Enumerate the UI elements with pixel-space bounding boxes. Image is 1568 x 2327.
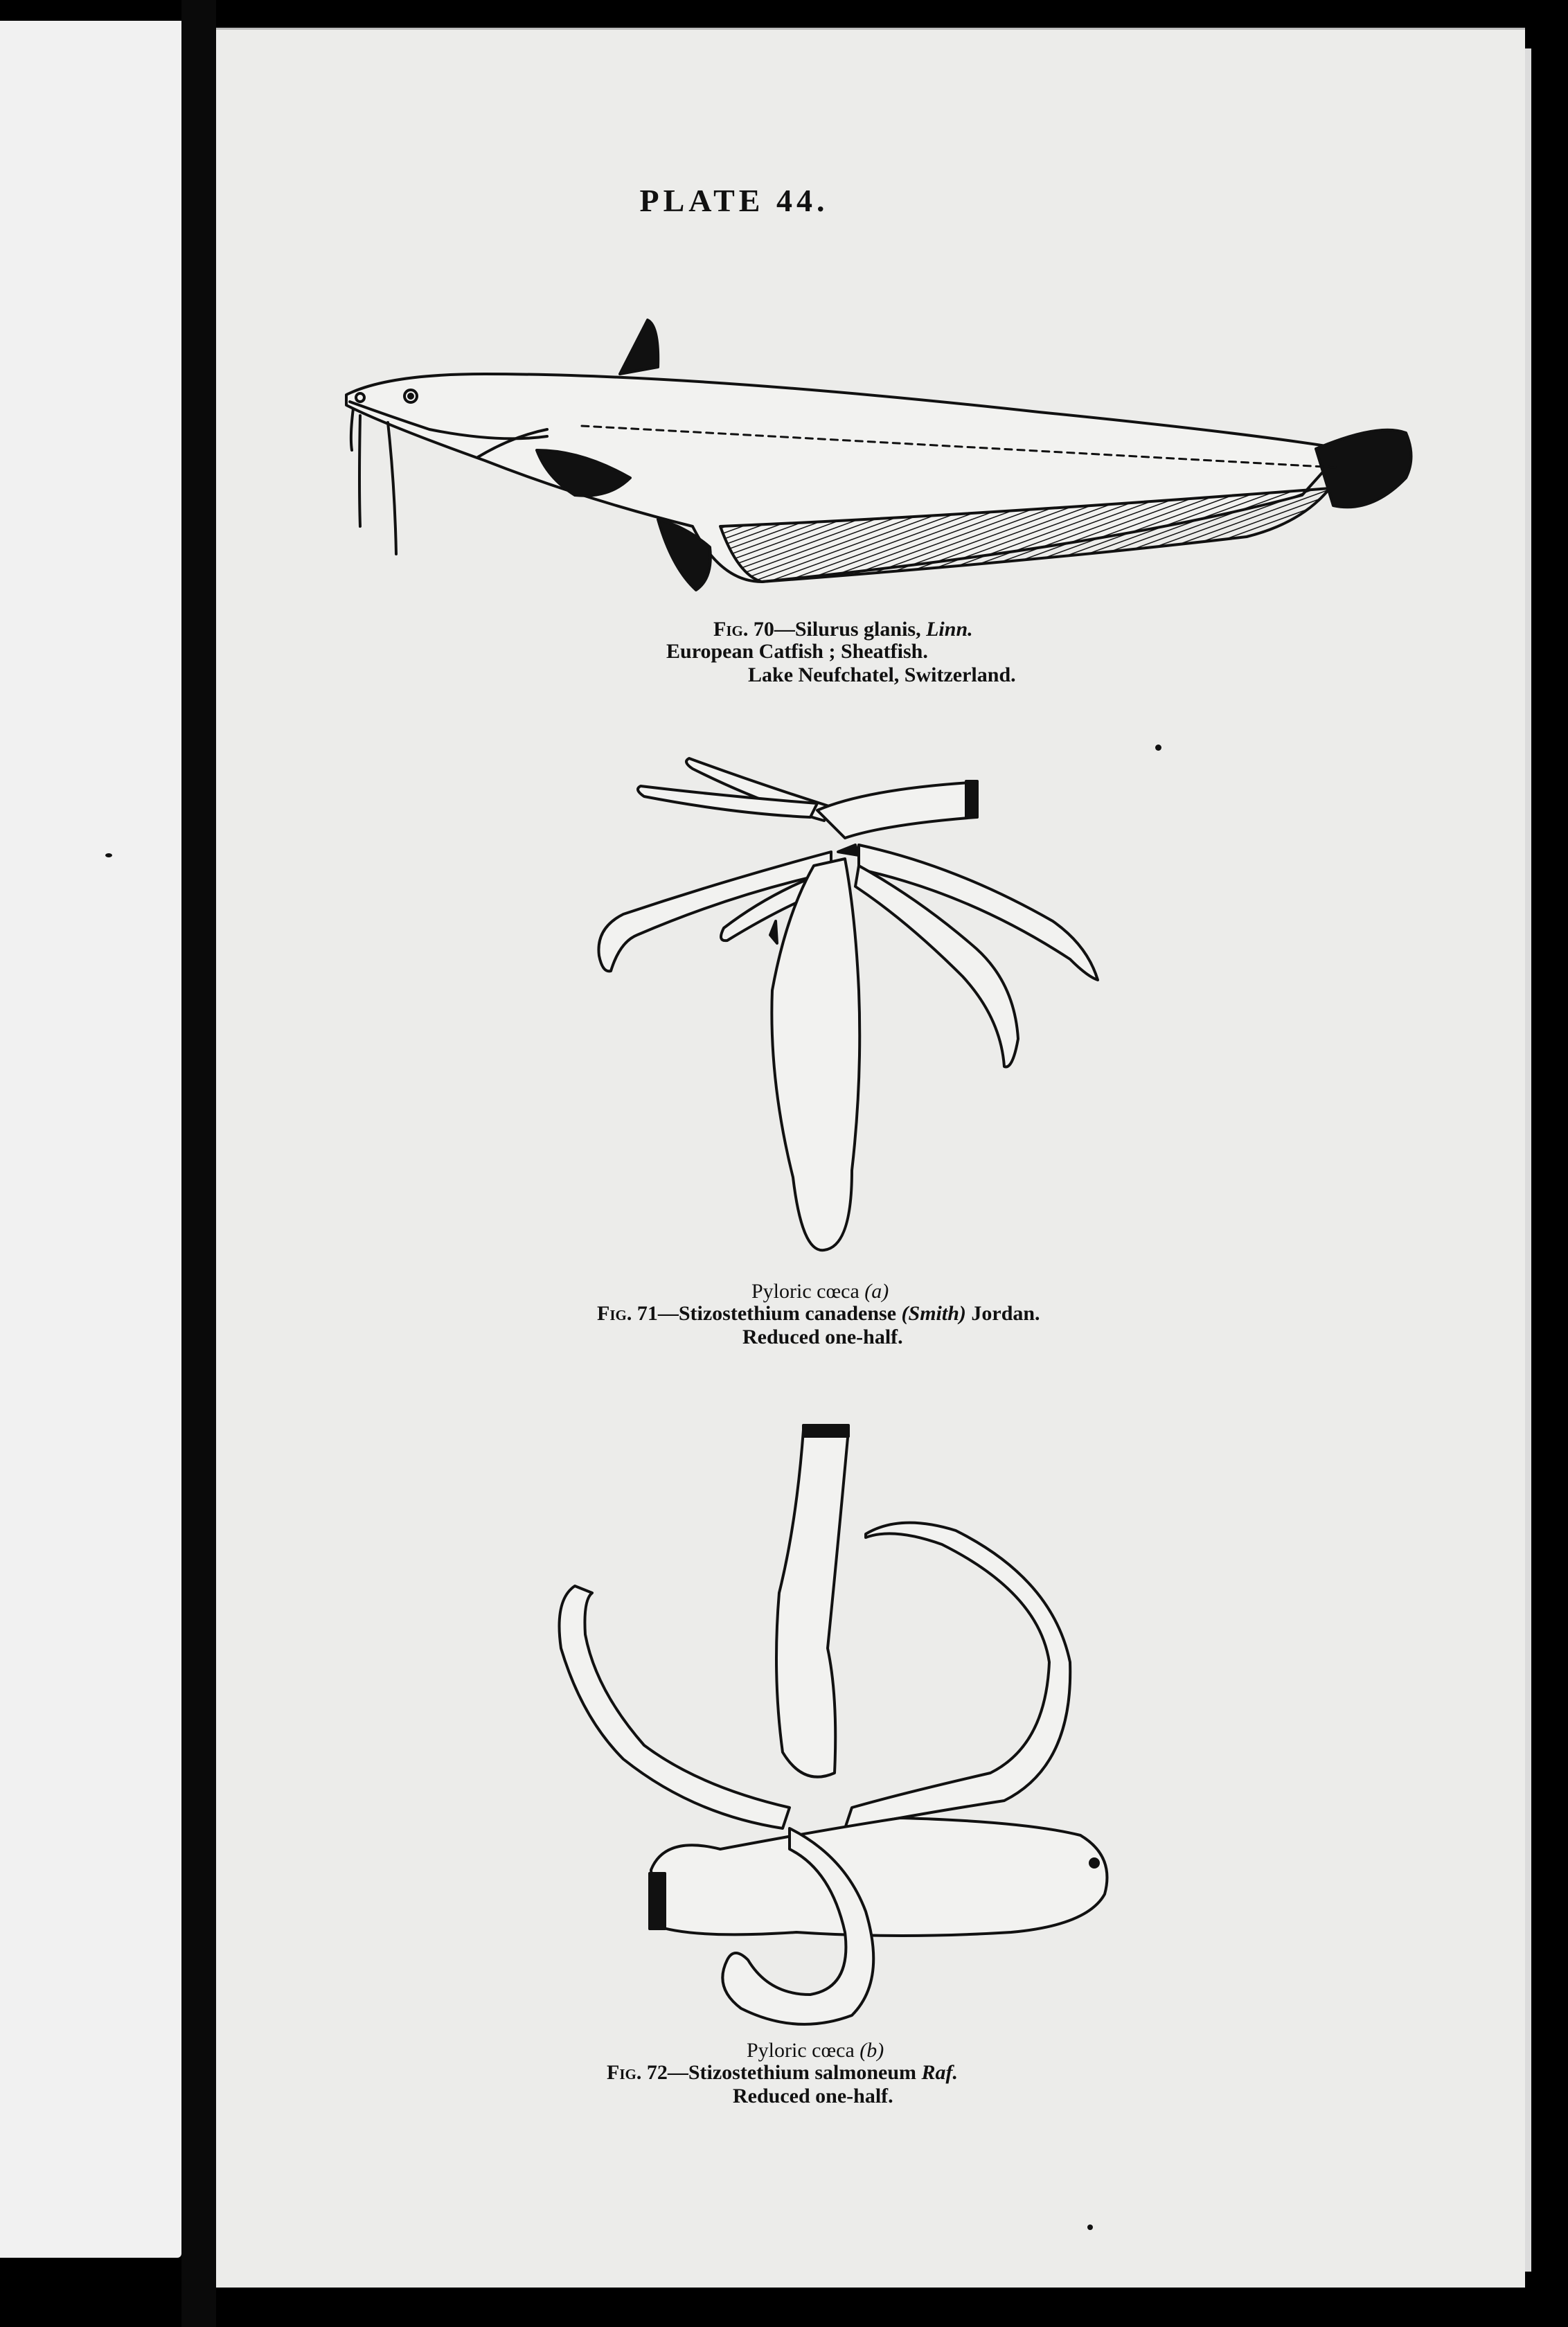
figure-71-note: Reduced one-half. xyxy=(742,1326,903,1348)
scan-speck xyxy=(105,853,112,857)
figure-72-authority: Raf. xyxy=(921,2061,959,2084)
figure-70-number: Fig. 70 xyxy=(713,618,774,641)
figure-71-authority: Jordan. xyxy=(971,1302,1040,1325)
pyloric-coeca-b-illustration xyxy=(560,1425,1107,2024)
figure-72-species: Stizostethium salmoneum xyxy=(688,2061,917,2084)
catfish-illustration xyxy=(346,320,1411,590)
figure-71-authority-paren: (Smith) xyxy=(901,1302,966,1325)
figure-71-number: Fig. 71 xyxy=(597,1302,658,1325)
figure-72-part-letter: (b) xyxy=(859,2039,884,2062)
figure-72-number: Fig. 72 xyxy=(607,2061,668,2084)
plate-title: PLATE 44. xyxy=(639,183,829,218)
figure-72-part: Pyloric cœca xyxy=(747,2039,855,2062)
figure-71-species: Stizostethium canadense xyxy=(678,1302,897,1325)
scan-speck xyxy=(1087,2225,1093,2230)
figure-70-locality: Lake Neufchatel, Switzerland. xyxy=(748,663,1016,686)
pyloric-coeca-a-illustration xyxy=(598,758,1098,1250)
scan-speck xyxy=(1155,745,1161,751)
figure-71-part: Pyloric cœca xyxy=(751,1280,859,1303)
figure-70-common-name: European Catfish ; Sheatfish. xyxy=(666,640,928,663)
figure-70-species: Silurus glanis, xyxy=(794,618,921,641)
figure-71-part-letter: (a) xyxy=(864,1280,889,1303)
figure-72-note: Reduced one-half. xyxy=(733,2085,893,2107)
figure-70-authority: Linn. xyxy=(926,618,973,641)
